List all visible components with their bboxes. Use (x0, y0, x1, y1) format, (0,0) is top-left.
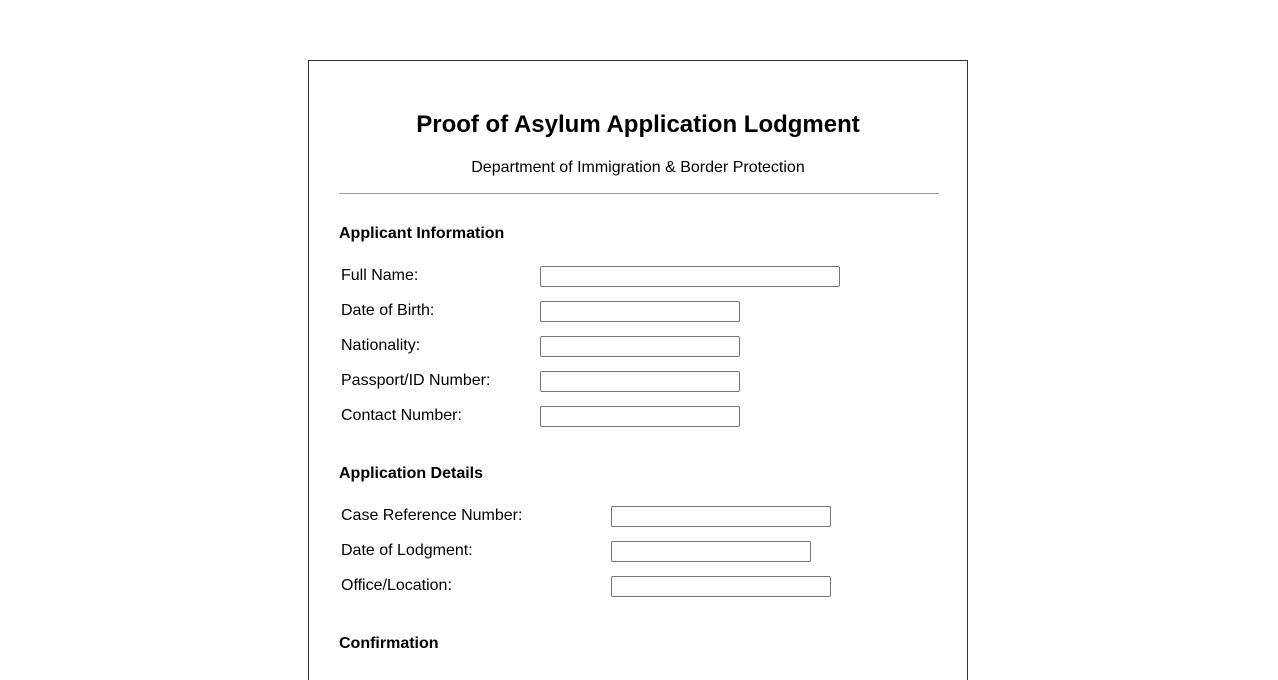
form-document (308, 60, 968, 680)
passport-id-number-label: Passport/ID Number: (341, 372, 491, 389)
date-of-birth-input[interactable] (540, 301, 740, 322)
section-heading-applicant-information: Applicant Information (339, 225, 505, 242)
full-name-label: Full Name: (341, 267, 419, 284)
case-reference-number-input[interactable] (611, 506, 831, 527)
office-location-input[interactable] (611, 576, 831, 597)
nationality-label: Nationality: (341, 337, 421, 354)
contact-number-label: Contact Number: (341, 407, 462, 424)
header-divider (339, 193, 939, 194)
page-subtitle: Department of Immigration & Border Protection (471, 159, 805, 176)
office-location-label: Office/Location: (341, 577, 452, 594)
date-of-lodgment-label: Date of Lodgment: (341, 542, 473, 559)
nationality-input[interactable] (540, 336, 740, 357)
section-heading-application-details: Application Details (339, 465, 484, 482)
full-name-input[interactable] (540, 266, 840, 287)
page-title: Proof of Asylum Application Lodgment (416, 111, 860, 138)
date-of-lodgment-input[interactable] (611, 541, 811, 562)
section-heading-confirmation: Confirmation (339, 635, 439, 652)
case-reference-number-label: Case Reference Number: (341, 507, 523, 524)
passport-id-number-input[interactable] (540, 371, 740, 392)
contact-number-input[interactable] (540, 406, 740, 427)
date-of-birth-label: Date of Birth: (341, 302, 435, 319)
